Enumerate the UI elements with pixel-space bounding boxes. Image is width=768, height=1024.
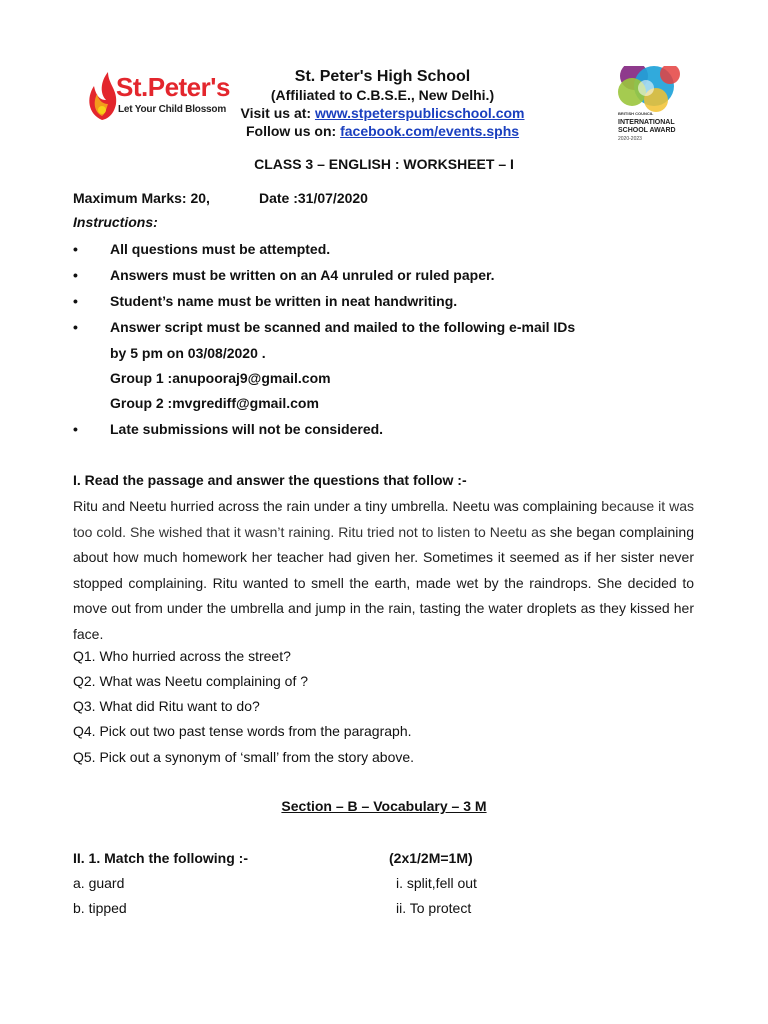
section-a-heading: I. Read the passage and answer the questions that follow :-: [73, 472, 467, 488]
match-right-item: i. split,fell out: [396, 875, 477, 891]
instruction-item: Answer script must be scanned and mailed to the following e-mail IDs: [110, 319, 576, 335]
match-heading: II. 1. Match the following :-: [73, 850, 248, 866]
instruction-item: Answers must be written on an A4 unruled or ruled paper.: [110, 267, 495, 283]
section-b-heading-text: Section – B – Vocabulary – 3 M: [281, 798, 487, 814]
worksheet-title: CLASS 3 – ENGLISH : WORKSHEET – I: [254, 156, 514, 172]
match-left-item: b. tipped: [73, 900, 127, 916]
question: Q2. What was Neetu complaining of ?: [73, 673, 309, 689]
bullet-icon: •: [73, 319, 78, 335]
max-marks: Maximum Marks: 20,: [73, 190, 210, 206]
award-council: BRITISH COUNCIL: [618, 111, 654, 116]
worksheet-date: Date :31/07/2020: [259, 190, 368, 206]
match-marks: (2x1/2M=1M): [389, 850, 473, 866]
affiliation: (Affiliated to C.B.S.E., New Delhi.): [270, 87, 495, 103]
late-submission-note: Late submissions will not be considered.: [110, 421, 384, 437]
website-link[interactable]: www.stpeterspublicschool.com: [314, 105, 525, 121]
international-school-award-logo: [612, 66, 692, 160]
section-b-heading: [0, 798, 768, 814]
question: Q4. Pick out two past tense words from the paragraph.: [73, 723, 412, 739]
bullet-icon: •: [73, 293, 78, 309]
logo-tagline: Let Your Child Blossom: [118, 104, 227, 115]
question: Q3. What did Ritu want to do?: [73, 698, 260, 714]
school-name: St. Peter's High School: [294, 68, 471, 85]
bullet-icon: •: [73, 267, 78, 283]
instruction-item: Student’s name must be written in neat handwriting.: [110, 293, 458, 309]
logo-name: St.Peter's: [116, 72, 230, 102]
website-label: Visit us at:: [240, 105, 315, 121]
flame-logo-icon: [84, 70, 120, 122]
group2-email: Group 2 :mvgrediff@gmail.com: [110, 395, 319, 411]
question: Q5. Pick out a synonym of ‘small’ from the story above.: [73, 749, 415, 765]
match-right-item: ii. To protect: [396, 900, 472, 916]
question: Q1. Who hurried across the street?: [73, 648, 291, 664]
passage-part: because it was too cold. She wished that it wasn’t raining. Ritu tried not to listen to Neetu as: [73, 498, 694, 540]
school-header: [200, 67, 565, 140]
award-title: INTERNATIONAL SCHOOL AWARD: [618, 119, 676, 134]
facebook-label: Follow us on:: [245, 123, 341, 139]
facebook-link[interactable]: facebook.com/events.sphs: [340, 123, 520, 139]
instructions-label: Instructions:: [73, 214, 158, 230]
passage-part: she began complaining about how much homework her teacher had given her. Sometimes it seemed as if her sister never stopped complaining. Ritu wanted to smell the earth, made wet by the raindrops. She decided to move out from under the umbrella and jump in the rain, tasting the water droplets as they kissed her face.: [73, 523, 694, 642]
award-years: 2020-2023: [618, 136, 642, 142]
reading-passage: [73, 494, 694, 648]
award-circles-icon: [612, 66, 692, 114]
group1-email: Group 1 :anupooraj9@gmail.com: [110, 370, 331, 386]
match-left-item: a. guard: [73, 875, 125, 891]
website-line: [200, 104, 565, 122]
passage-part: Ritu and Neetu hurried across the rain under a tiny umbrella. Neetu was complaining: [73, 498, 602, 514]
submission-deadline: by 5 pm on 03/08/2020 .: [110, 345, 266, 361]
instruction-item: All questions must be attempted.: [110, 241, 331, 257]
bullet-icon: •: [73, 421, 78, 437]
facebook-line: [200, 122, 565, 140]
bullet-icon: •: [73, 241, 78, 257]
